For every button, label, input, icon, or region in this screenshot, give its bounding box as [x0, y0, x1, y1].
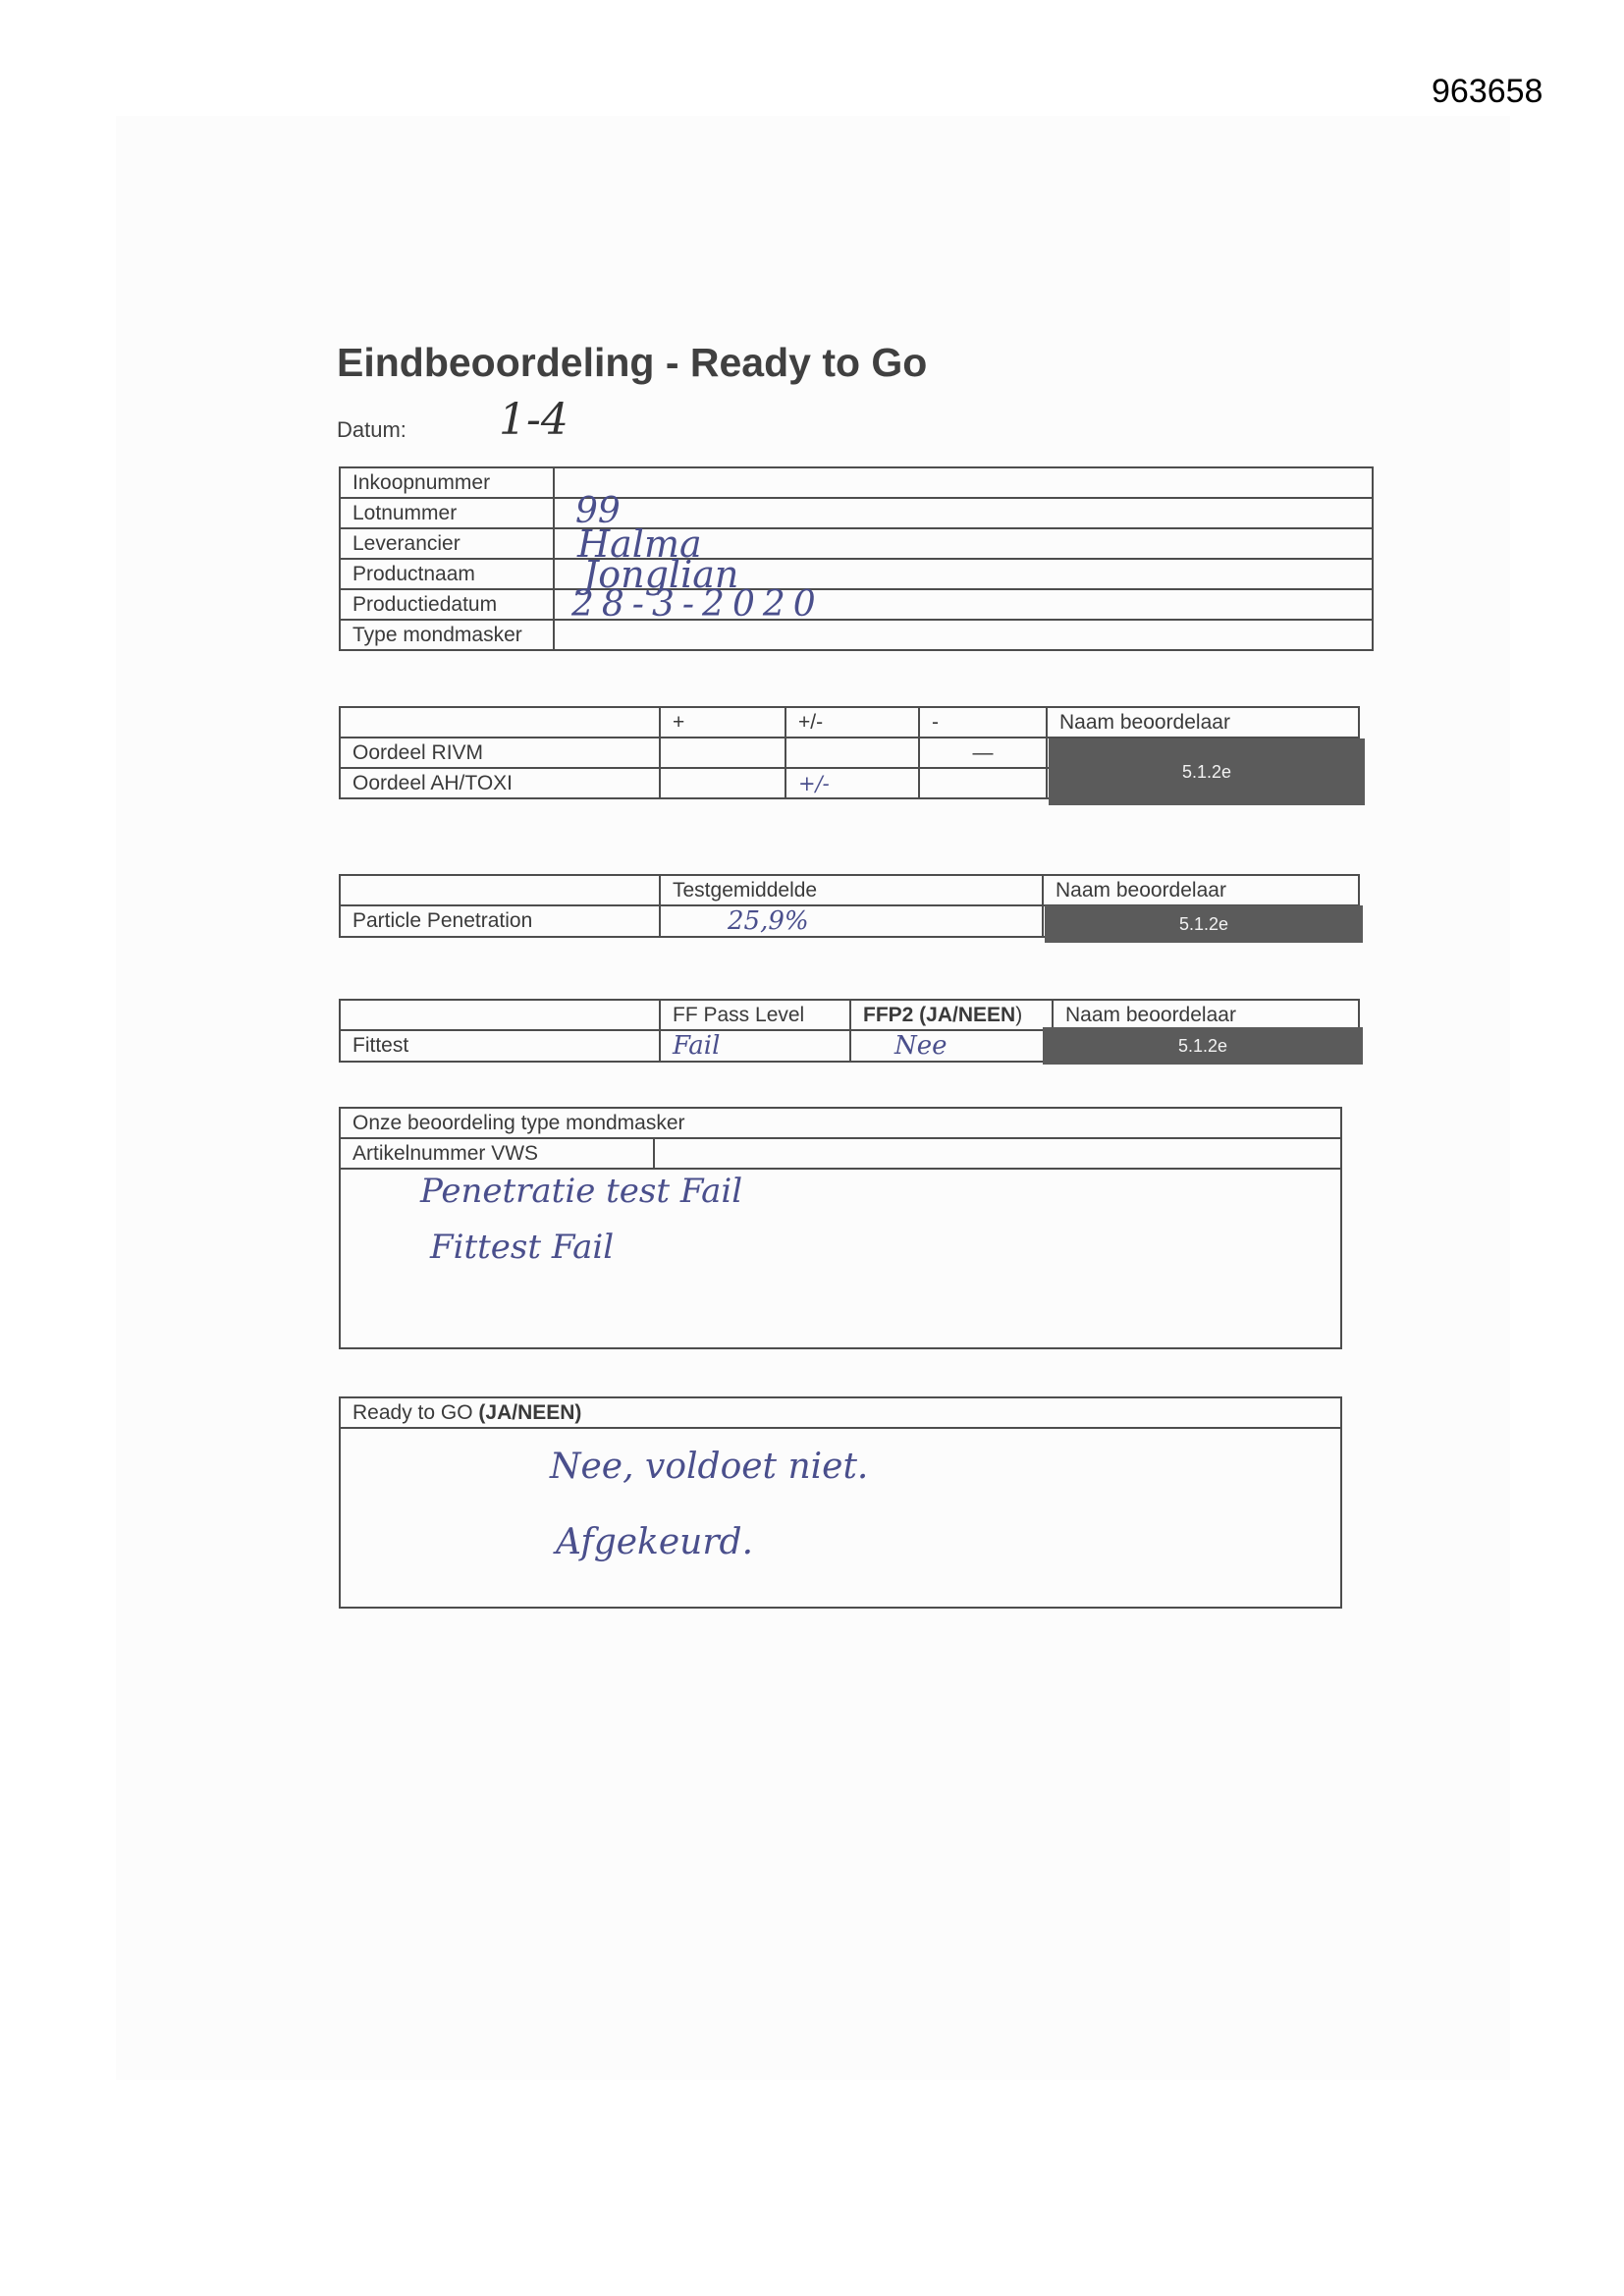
oordeel-header-plus: + [660, 707, 785, 738]
oordeel-ah-toxi-minus[interactable] [919, 768, 1047, 798]
table-row [340, 620, 1373, 650]
penetration-label: Particle Penetration [340, 905, 660, 937]
onze-note-2: Fittest Fail [430, 1228, 615, 1267]
penetration-header-naam: Naam beoordelaar [1043, 875, 1359, 905]
table-row [340, 528, 1373, 559]
productnaam-value: Jonglian [583, 553, 739, 596]
oordeel-ah-toxi-label: Oordeel AH/TOXI [340, 768, 660, 798]
artikelnummer-label: Artikelnummer VWS [341, 1139, 655, 1168]
inkoopnummer-field[interactable] [554, 467, 1373, 498]
artikelnummer-field[interactable] [655, 1139, 1340, 1168]
table-row [340, 498, 1373, 528]
ready-to-go-header [341, 1398, 1340, 1429]
oordeel-header-minus: - [919, 707, 1047, 738]
penetration-value[interactable]: 25,9% [660, 905, 1043, 937]
scan-area [116, 116, 1510, 2080]
table-row [340, 589, 1373, 620]
table-row [340, 1000, 1359, 1030]
productiedatum-label: Productiedatum [340, 589, 554, 620]
oordeel-rivm-plusminus[interactable] [785, 738, 919, 768]
oordeel-rivm-label: Oordeel RIVM [340, 738, 660, 768]
fittest-pass-value[interactable]: Fail [660, 1030, 850, 1062]
ready-to-go-header-bold: (JA/NEEN) [478, 1400, 582, 1424]
ready-note-1: Nee, voldoet niet. [550, 1447, 869, 1487]
onze-beoordeling-header: Onze beoordeling type mondmasker [341, 1109, 1340, 1139]
redaction-block: 5.1.2e [1043, 1027, 1363, 1065]
ready-to-go-header-prefix: Ready to GO [352, 1400, 479, 1424]
oordeel-header-plusminus: +/- [785, 707, 919, 738]
lotnummer-value: 99 [575, 491, 621, 531]
fittest-header-ffp2 [850, 1000, 1053, 1030]
productnaam-label: Productnaam [340, 559, 554, 589]
inkoopnummer-label: Inkoopnummer [340, 467, 554, 498]
redaction-block: 5.1.2e [1049, 738, 1365, 805]
document-id: 963658 [1432, 73, 1543, 110]
table-row [340, 467, 1373, 498]
ffp2-header-close: ) [1015, 1003, 1023, 1026]
oordeel-header-naam: Naam beoordelaar [1047, 707, 1359, 738]
table-row [340, 875, 1359, 905]
oordeel-ah-toxi-plus[interactable] [660, 768, 785, 798]
table-row [340, 707, 1359, 738]
ffp2-header-bold: FFP2 (JA/NEEN [863, 1003, 1016, 1026]
penetration-header-blank [340, 875, 660, 905]
artikelnummer-row [341, 1139, 1340, 1170]
ready-to-go-box [339, 1396, 1342, 1609]
fittest-header-pass-level: FF Pass Level [660, 1000, 850, 1030]
oordeel-header-blank [340, 707, 660, 738]
fittest-label: Fittest [340, 1030, 660, 1062]
datum-value: 1-4 [499, 395, 568, 445]
leverancier-label: Leverancier [340, 528, 554, 559]
datum-label: Datum: [337, 417, 406, 442]
redaction-block: 5.1.2e [1045, 905, 1363, 943]
info-table [339, 466, 1374, 651]
type-mondmasker-label: Type mondmasker [340, 620, 554, 650]
oordeel-rivm-minus[interactable]: — [919, 738, 1047, 768]
fittest-ffp2-value[interactable]: Nee [850, 1030, 1053, 1062]
onze-note-1: Penetratie test Fail [420, 1172, 743, 1211]
page-title: Eindbeoordeling - Ready to Go [337, 340, 928, 385]
ready-note-2: Afgekeurd. [556, 1522, 754, 1562]
lotnummer-label: Lotnummer [340, 498, 554, 528]
table-row [340, 559, 1373, 589]
penetration-header-testgemiddelde: Testgemiddelde [660, 875, 1043, 905]
oordeel-ah-toxi-plusminus[interactable]: +/- [785, 768, 919, 798]
productiedatum-value: 28-3-2020 [571, 584, 824, 625]
leverancier-value: Halma [577, 522, 702, 566]
oordeel-rivm-plus[interactable] [660, 738, 785, 768]
fittest-header-naam: Naam beoordelaar [1053, 1000, 1359, 1030]
fittest-header-blank [340, 1000, 660, 1030]
